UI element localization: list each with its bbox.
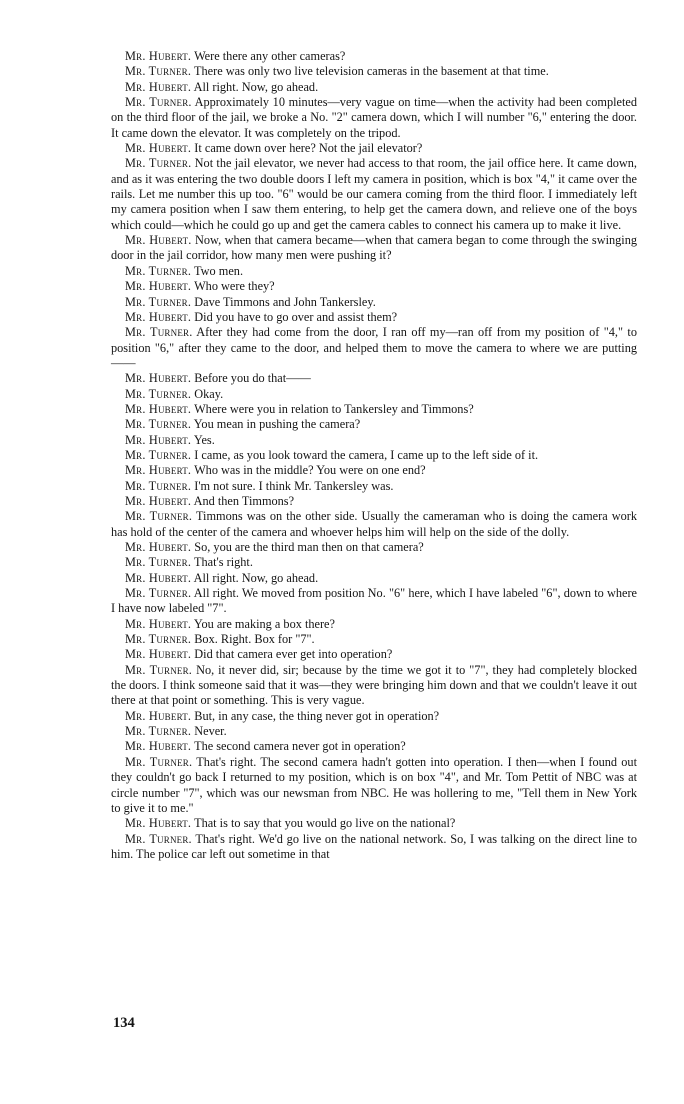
testimony-text: Timmons was on the other side. Usually the cameraman who is doing the camera work has hold of the center of the camera and whoever helps him will help on the side of the dolly. <box>111 509 637 539</box>
speaker-label: Mr. Turner. <box>125 724 192 739</box>
testimony-text: I came, as you look toward the camera, I came up to the left side of it. <box>194 447 539 462</box>
testimony-paragraph <box>111 739 637 754</box>
testimony-paragraph <box>111 540 637 555</box>
testimony-text: Not the jail elevator, we never had access to that room, the jail office here. It came down, and as it was entering the two double doors I left my camera in position, which is box "4," it came over the rails. Let me number this up too. "6" would be our camera coming from the third floor. I immediately left my camera position when I saw them entering, to help get the camera down, and relieve one of the boys which could—which he could go up and get the camera cables to connect his camera up to make it live. <box>111 156 637 232</box>
testimony-paragraph <box>111 279 637 294</box>
testimony-paragraph <box>111 402 637 417</box>
testimony-paragraph <box>111 463 637 478</box>
testimony-paragraph <box>111 49 637 64</box>
testimony-text: You mean in pushing the camera? <box>193 417 361 432</box>
testimony-paragraph <box>111 816 637 831</box>
testimony-text: Where were you in relation to Tankersley and Timmons? <box>194 401 474 416</box>
testimony-paragraph <box>111 617 637 632</box>
testimony-text: But, in any case, the thing never got in operation? <box>194 708 440 723</box>
testimony-paragraph <box>111 586 637 617</box>
testimony-paragraph <box>111 571 637 586</box>
testimony-paragraph <box>111 555 637 570</box>
speaker-label: Mr. Turner. <box>125 263 192 278</box>
testimony-paragraph <box>111 433 637 448</box>
speaker-label: Mr. Hubert. <box>125 540 192 554</box>
speaker-label: Mr. Hubert. <box>125 49 192 63</box>
testimony-paragraph <box>111 95 637 141</box>
speaker-label: Mr. Turner. <box>125 386 192 401</box>
testimony-text: The second camera never got in operation? <box>194 739 406 754</box>
testimony-paragraph <box>111 371 637 386</box>
speaker-label: Mr. Turner. <box>125 294 192 309</box>
testimony-text: That's right. <box>194 555 253 570</box>
testimony-text: All right. We moved from position No. "6" here, which I have labeled "6", down to where I have now labeled "7". <box>111 586 637 616</box>
testimony-text: Dave Timmons and John Tankersley. <box>194 294 376 309</box>
speaker-label: Mr. Hubert. <box>125 739 192 754</box>
testimony-text: There was only two live television cameras in the basement at that time. <box>194 64 549 79</box>
speaker-label: Mr. Turner. <box>125 156 192 171</box>
testimony-text: Were there any other cameras? <box>194 49 346 63</box>
testimony-paragraph <box>111 832 637 863</box>
testimony-text: It came down over here? Not the jail elevator? <box>194 141 423 156</box>
speaker-label: Mr. Hubert. <box>125 401 192 416</box>
speaker-label: Mr. Hubert. <box>125 141 192 156</box>
testimony-paragraph <box>111 479 637 494</box>
speaker-label: Mr. Hubert. <box>125 371 192 386</box>
testimony-paragraph <box>111 233 637 264</box>
testimony-paragraph <box>111 264 637 279</box>
testimony-paragraph <box>111 310 637 325</box>
speaker-label: Mr. Hubert. <box>125 309 192 324</box>
speaker-label: Mr. Hubert. <box>125 570 192 585</box>
testimony-paragraph <box>111 632 637 647</box>
testimony-text: After they had come from the door, I ran off my—ran off from my position of "4," to position "6," after they came to the door, and helped them to move the camera to where we are putting—— <box>111 325 637 370</box>
speaker-label: Mr. Turner. <box>125 632 192 647</box>
testimony-text: Never. <box>194 724 227 739</box>
testimony-paragraph <box>111 295 637 310</box>
testimony-paragraph <box>111 709 637 724</box>
speaker-label: Mr. Hubert. <box>125 463 192 478</box>
speaker-label: Mr. Hubert. <box>125 432 192 447</box>
speaker-label: Mr. Turner. <box>125 64 192 79</box>
testimony-paragraph <box>111 647 637 662</box>
speaker-label: Mr. Turner. <box>125 478 192 493</box>
testimony-paragraph <box>111 80 637 95</box>
testimony-text: Yes. <box>193 432 215 447</box>
testimony-text: So, you are the third man then on that camera? <box>194 540 424 554</box>
testimony-text: Who was in the middle? You were on one end? <box>194 463 426 478</box>
testimony-text: No, it never did, sir; because by the time we got it to "7", they had completely blocked the doors. I think someone said that it was—they were bringing him down and that we couldn't leave it out there at that point or something. This is very vague. <box>111 662 638 708</box>
testimony-paragraph <box>111 325 637 371</box>
testimony-text: Before you do that—— <box>194 371 311 386</box>
speaker-label: Mr. Turner. <box>125 586 192 601</box>
speaker-label: Mr. Hubert. <box>125 816 192 831</box>
testimony-paragraph <box>111 663 637 709</box>
testimony-text: Did you have to go over and assist them? <box>194 309 398 324</box>
testimony-paragraph <box>111 509 637 540</box>
testimony-text: And then Timmons? <box>193 493 295 508</box>
speaker-label: Mr. Hubert. <box>125 616 192 631</box>
testimony-text: Who were they? <box>194 279 275 294</box>
speaker-label: Mr. Hubert. <box>125 279 192 294</box>
testimony-paragraph <box>111 156 637 233</box>
testimony-text: That is to say that you would go live on the national? <box>194 816 456 831</box>
speaker-label: Mr. Hubert. <box>125 233 192 248</box>
testimony-paragraph <box>111 64 637 79</box>
speaker-label: Mr. Hubert. <box>125 647 192 662</box>
testimony-paragraph <box>111 141 637 156</box>
testimony-text: Approximately 10 minutes—very vague on time—when the activity had been completed on the third floor of the jail, we broke a No. "2" camera down, which I will number "6," entering the door. It came down the elevator. It was completely on the tripod. <box>111 95 638 140</box>
testimony-text: All right. Now, go ahead. <box>193 570 319 585</box>
speaker-label: Mr. Turner. <box>125 447 192 462</box>
speaker-label: Mr. Turner. <box>125 417 192 432</box>
testimony-paragraph <box>111 755 637 816</box>
testimony-paragraph <box>111 387 637 402</box>
speaker-label: Mr. Turner. <box>125 555 192 570</box>
testimony-paragraph <box>111 448 637 463</box>
testimony-transcript <box>111 49 637 862</box>
speaker-label: Mr. Turner. <box>125 754 193 769</box>
speaker-label: Mr. Turner. <box>125 509 193 524</box>
testimony-text: Now, when that camera became—when that camera began to come through the swinging door in the jail corridor, how many men were pushing it? <box>111 233 638 263</box>
speaker-label: Mr. Hubert. <box>125 79 192 94</box>
speaker-label: Mr. Turner. <box>125 95 192 110</box>
speaker-label: Mr. Turner. <box>125 662 193 677</box>
testimony-text: That's right. The second camera hadn't gotten into operation. I then—when I found out they couldn't go back I returned to my position, which is on box "4", and Mr. Tom Pettit of NBC was at circle number "7", which was our newsman from NBC. He was hollering to me, "Tell them in New York to give it to me." <box>111 754 637 815</box>
speaker-label: Mr. Hubert. <box>125 708 192 723</box>
testimony-paragraph <box>111 724 637 739</box>
testimony-text: Box. Right. Box for "7". <box>194 632 315 647</box>
testimony-text: Okay. <box>194 386 224 401</box>
speaker-label: Mr. Hubert. <box>125 493 192 508</box>
testimony-text: All right. Now, go ahead. <box>193 79 319 94</box>
speaker-label: Mr. Turner. <box>125 831 192 846</box>
testimony-text: I'm not sure. I think Mr. Tankersley was. <box>194 478 394 493</box>
testimony-text: You are making a box there? <box>193 616 335 631</box>
page-number: 134 <box>113 1015 135 1031</box>
testimony-paragraph <box>111 417 637 432</box>
speaker-label: Mr. Turner. <box>125 325 193 340</box>
testimony-text: That's right. We'd go live on the national network. So, I was talking on the direct line to him. The police car left out sometime in that <box>111 831 637 861</box>
testimony-paragraph <box>111 494 637 509</box>
testimony-text: Did that camera ever get into operation? <box>194 647 393 662</box>
testimony-text: Two men. <box>194 263 244 278</box>
